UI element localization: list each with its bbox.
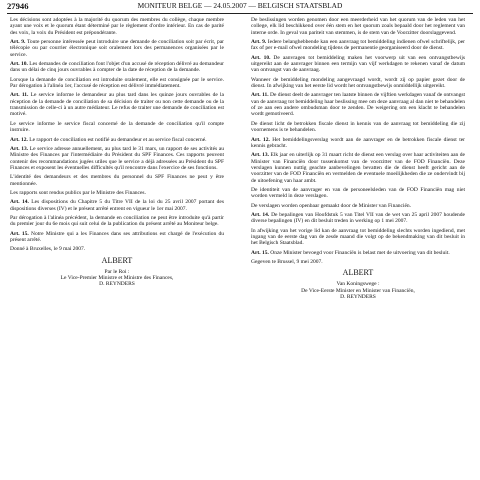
article-15 — [10, 231, 224, 244]
article-9 — [10, 39, 224, 58]
article-text: Toute personne intéressée peut introduire une demande de conciliation soit par écrit, par télécopie ou par courrier électronique soit oralement lors des permanences organisées par le service. — [10, 39, 224, 58]
paragraph: De verslagen worden openbaar gemaakt door de Minister van Financiën. — [251, 202, 412, 209]
article-text: Le rapport de conciliation est notifié au demandeur et au service fiscal concerné. — [27, 136, 207, 143]
by-the-king: Par le Roi : — [104, 268, 130, 275]
page-header-title: MONITEUR BELGE — 24.05.2007 — BELGISCH STAATSBLAD — [137, 1, 343, 10]
article-text: Le service adresse annuellement, au plus tard le 31 mars, un rapport de ses activités au Ministre des Finances par l'intermédiaire du Président du SPF Finances. Ces rapports peuvent contenir des recommandations jugées utiles que le service a déjà adressées au Président du SPF Finances et exposent les éventuelles difficultés qu'il rencontre dans l'exercice de ses fonctions. — [10, 145, 224, 171]
article-label: Art. 11. — [251, 92, 269, 99]
article-text: De dienst deelt de aanvrager ten laatste binnen de vijftien werkdagen vanaf de ontvangst van de aanvraag tot bemiddeling haar beslissing mee om deze aanvraag al dan niet te behandelen of ze aan een andere ombudsman door te zenden. De weigering om een klacht te behandelen wordt gemotiveerd. — [251, 92, 465, 118]
article-14 — [10, 199, 224, 212]
paragraph: Par dérogation à l'alinéa précédent, la demande en conciliation ne peut être introduite qu'à partir du premier jour du 6e mois qui suit celui de la publication du présent arrêté au Moniteur belge. — [10, 214, 224, 228]
minister-name: D. REYNDERS — [340, 294, 376, 301]
king-signature: ALBERT — [101, 255, 133, 265]
article-12 — [10, 137, 224, 143]
article-13 — [251, 152, 465, 184]
paragraph: Les rapports sont rendus publics par le Ministre des Finances. — [10, 189, 146, 196]
article-text: Les dispositions du Chapitre 5 du Titre VII de la loi du 25 avril 2007 portant des dispositions diverses (IV) et le présent arrêté entrent en vigueur le 1er mai 2007. — [10, 199, 224, 212]
paragraph: Les décisions sont adoptées à la majorité du quorum des membres du collège, chaque membre ayant une voix et le quorum étant déterminé par le règlement d'ordre intérieur. En cas de parité des voix, la voix du Président est prépondérante. — [10, 17, 224, 36]
minister-title: Le Vice-Premier Ministre et Ministre des Finances, — [60, 275, 174, 281]
column-dutch — [251, 17, 465, 300]
article-11 — [251, 92, 465, 117]
paragraph: L'identité des demandeurs et des membres du personnel du SPF Finances ne peut y être mentionnée. — [10, 174, 224, 187]
article-text: Het bemiddelingsverslag wordt aan de aanvrager en de betrokken fiscale dienst ter kennis gebracht. — [251, 136, 465, 149]
paragraph: Le service informe le service fiscal concerné de la demande de conciliation qu'il compte instruire. — [10, 120, 224, 134]
article-label: Art. 12. — [10, 136, 28, 143]
paragraph: Wanneer de bemiddeling mondeling aangevraagd wordt, wordt zij op papier gezet door de dienst. In afwijking van het eerste lid wordt het ontvangstbewijs onmiddellijk uitgereikt. — [251, 76, 465, 90]
article-label: Art. 14. — [10, 199, 29, 206]
minister-name: D. REYNDERS — [99, 281, 135, 288]
article-label: Art. 13. — [251, 152, 269, 159]
header-rule — [7, 13, 473, 14]
article-label: Art. 15. — [10, 230, 29, 237]
article-text: Les demandes de conciliation font l'objet d'un accusé de réception délivré au demandeur dans un délai de cinq jours ouvrables à compter de la date de réception de la demande. — [10, 61, 224, 74]
column-french — [10, 17, 224, 288]
article-9 — [251, 39, 465, 52]
paragraph: Lorsque la demande de conciliation est introduite oralement, elle est consignée par le service. Par dérogation à l'alinéa 1er, l'accusé de réception est délivré immédiatement. — [10, 76, 224, 90]
article-label: Art. 10. — [10, 61, 28, 68]
article-text: De bepalingen van Hoofdstuk 5 van Titel VII van de wet van 25 april 2007 houdende diverse bepalingen (IV) en dit besluit treden in werking op 1 mei 2007. — [251, 211, 465, 225]
article-text: Notre Ministre qui a les Finances dans ses attributions est chargé de l'exécution du présent arrêté. — [10, 230, 225, 243]
article-text: De aanvragen tot bemiddeling maken het voorwerp uit van een ontvangstbewijs uitgereikt aan de aanvrager binnen een termijn van vijf werkdagen te rekenen vanaf de datum van ontvangst van de aanvraag. — [251, 54, 465, 74]
article-label: Art. 12. — [251, 136, 270, 143]
page-number: 27946 — [7, 1, 29, 11]
article-10 — [10, 61, 224, 74]
signing-date: Donné à Bruxelles, le 9 mai 2007. — [10, 246, 86, 253]
article-text: Elk jaar en uiterlijk op 31 maart richt de dienst een verslag over haar activiteiten aan de Minister van Financiën door tussenkomst van de voorzitter van de FOD Financiën. Deze verslagen kunnen nuttig geachte aanbevelingen bevatten die de dienst heeft gericht aan de voorzitter van de FOD Financiën en vermelden de eventuele moeilijkheden die ze ondervindt bij de uitoefening van haar ambt. — [251, 152, 465, 184]
article-label: Art. 9. — [10, 39, 26, 46]
article-label: Art. 11. — [10, 92, 29, 99]
article-label: Art. 9. — [251, 39, 267, 46]
article-label: Art. 10. — [251, 54, 271, 61]
by-the-king: Van Koningswege : — [336, 281, 380, 288]
paragraph: De identiteit van de aanvrager en van de personeelsleden van de FOD Financiën mag niet worden vermeld in deze verslagen. — [251, 186, 465, 200]
paragraph: De beslissingen worden genomen door een meerderheid van het quorum van de leden van het college, elk lid beschikkend over één stem en het quorum zoals bepaald door het reglement van interne orde. In geval van pariteit van stemmen, is de stem van de Voorzitter doorslaggevend. — [251, 17, 465, 36]
article-label: Art. 13. — [10, 145, 29, 152]
paragraph: In afwijking van het vorige lid kan de aanvraag tot bemiddeling slechts worden ingediend, met ingang van de eerste dag van de zesde maand die volgt op de bekendmaking van dit besluit in het Belgisch Staatsblad. — [251, 227, 465, 247]
paragraph: De dienst licht de betrokken fiscale dienst in kennis van de aanvraag tot bemiddeling die zij voornemens is te behandelen. — [251, 120, 465, 134]
article-11 — [10, 92, 224, 117]
article-text: Iedere belanghebbende kan een aanvraag tot bemiddeling indienen ofwel schriftelijk, per fax of per e-mail ofwel mondeling tijdens de permanentie georganiseerd door de dienst. — [251, 39, 465, 52]
article-13 — [10, 146, 224, 171]
article-label: Art. 14. — [251, 211, 270, 218]
article-text: Le service informe le demandeur au plus tard dans les quinze jours ouvrables de la réception de la demande de conciliation de sa décision de traiter ou non cette demande ou de la transmission de celle-ci à un autre médiateur. Le refus de traiter une demande de conciliation est motivé. — [10, 92, 224, 118]
signing-date: Gegeven te Brussel, 9 mei 2007. — [251, 259, 323, 265]
minister-title: De Vice-Eerste Minister en Minister van Financiën, — [301, 287, 415, 294]
article-15 — [251, 250, 465, 256]
article-text: Onze Minister bevoegd voor Financiën is belast met de uitvoering van dit besluit. — [268, 249, 450, 256]
article-label: Art. 15. — [251, 249, 269, 256]
article-12 — [251, 137, 465, 150]
article-14 — [251, 212, 465, 225]
page-header — [0, 0, 480, 13]
king-signature: ALBERT — [342, 268, 374, 278]
article-10 — [251, 55, 465, 74]
